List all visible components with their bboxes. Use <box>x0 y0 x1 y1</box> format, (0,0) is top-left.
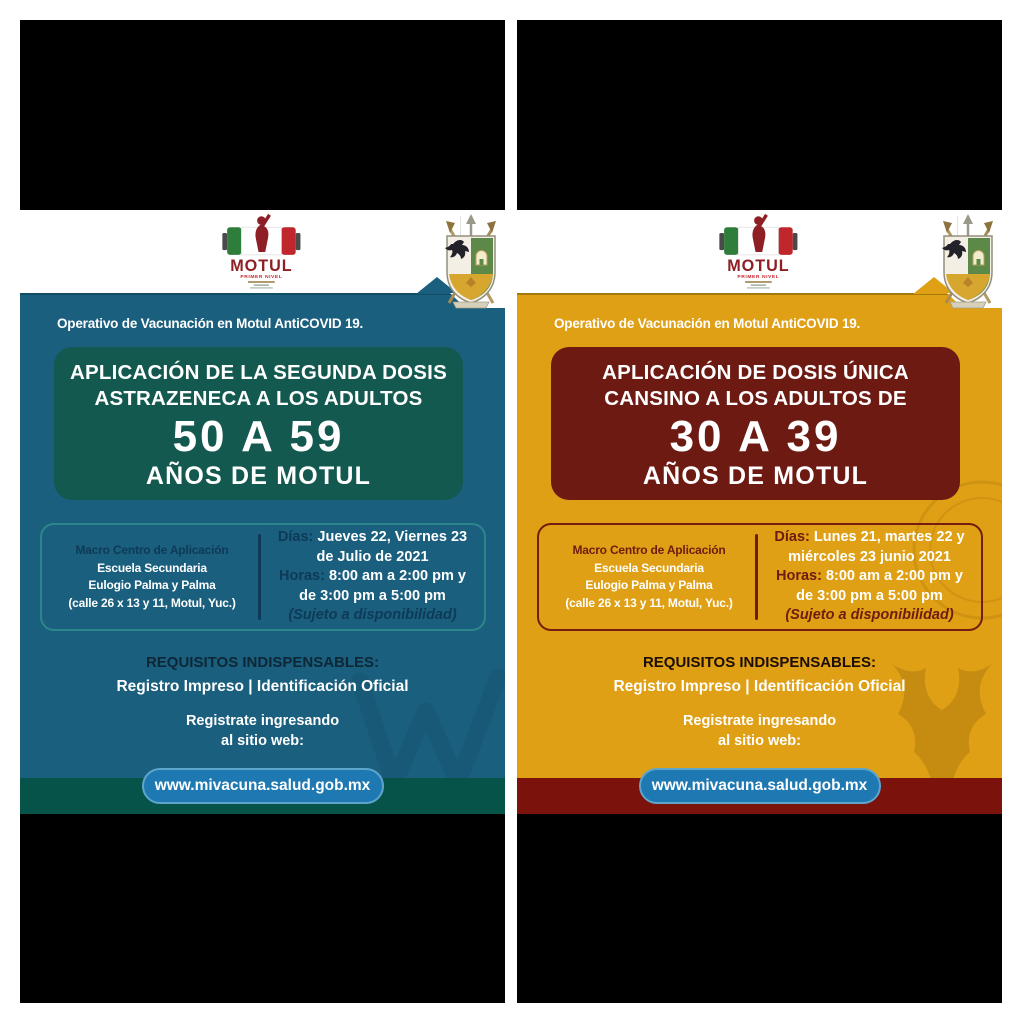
title-line-2: CANSINO A LOS ADULTOS DE <box>604 386 907 410</box>
logo-tagline: PRIMER NIVEL <box>736 275 779 281</box>
days-value-1: Lunes 21, martes 22 y <box>813 529 965 546</box>
days-value-2: miércoles 23 junio 2021 <box>788 548 951 565</box>
location-block <box>42 525 258 629</box>
hours-label: Horas: <box>279 568 325 585</box>
title-line-2: ASTRAZENECA A LOS ADULTOS <box>94 386 423 410</box>
age-suffix: AÑOS DE MOTUL <box>642 462 869 490</box>
schedule-info-box <box>40 523 486 631</box>
days-label: Días: <box>277 529 314 546</box>
location-line: Escuela Secundaria <box>594 560 704 575</box>
poster-astrazeneca-50-59 <box>20 20 505 1003</box>
schedule-block <box>758 525 981 629</box>
logo-wordmark: MOTUL <box>726 257 790 276</box>
website-url: www.mivacuna.salud.gob.mx <box>154 777 371 794</box>
hours-value-1: 8:00 am a 2:00 pm y <box>825 568 963 585</box>
motul-city-logo <box>718 212 798 292</box>
operativo-line: Operativo de Vacunación en Motul AntiCOVID 19. <box>554 316 861 331</box>
register-instructions: Registrate ingresando al sitio web: <box>185 713 340 749</box>
location-line: (calle 26 x 13 y 11, Motul, Yuc.) <box>565 595 733 610</box>
bottom-black-band <box>20 814 505 1003</box>
requirements-heading: REQUISITOS INDISPENSABLES: <box>145 654 380 671</box>
schedule-info-box <box>537 523 983 631</box>
coat-of-arms <box>933 213 1003 313</box>
operativo-line: Operativo de Vacunación en Motul AntiCOVID 19. <box>57 316 364 331</box>
requirements-line: Registro Impreso | Identificación Oficial <box>116 678 409 695</box>
days-value-2: de Julio de 2021 <box>316 548 429 565</box>
location-title: Macro Centro de Aplicación <box>75 543 229 557</box>
age-range: 30 A 39 <box>669 412 842 461</box>
coat-of-arms <box>436 213 506 313</box>
hours-value-1: 8:00 am a 2:00 pm y <box>328 568 466 585</box>
bottom-black-band <box>517 814 1002 1003</box>
location-line: Escuela Secundaria <box>97 560 207 575</box>
title-box <box>54 347 463 500</box>
age-range: 50 A 59 <box>172 412 345 461</box>
location-line: Eulogio Palma y Palma <box>88 578 216 592</box>
logo-tagline: PRIMER NIVEL <box>239 275 282 281</box>
title-box <box>551 347 960 500</box>
location-line: Eulogio Palma y Palma <box>585 578 713 592</box>
age-suffix: AÑOS DE MOTUL <box>145 462 372 490</box>
hours-label: Horas: <box>776 568 822 585</box>
register-instructions: Registrate ingresando al sitio web: <box>682 713 837 749</box>
requirements-heading: REQUISITOS INDISPENSABLES: <box>642 654 877 671</box>
top-black-band <box>517 20 1002 210</box>
requirements-line: Registro Impreso | Identificación Oficial <box>613 678 906 695</box>
location-line: (calle 26 x 13 y 11, Motul, Yuc.) <box>68 595 236 610</box>
schedule-block <box>261 525 484 629</box>
hours-value-2: de 3:00 pm a 5:00 pm <box>796 587 943 604</box>
location-block <box>539 525 755 629</box>
availability-note: (Sujeto a disponibilidad) <box>785 607 954 624</box>
poster-cansino-30-39 <box>517 20 1002 1003</box>
hours-value-2: de 3:00 pm a 5:00 pm <box>299 587 446 604</box>
logo-wordmark: MOTUL <box>229 257 293 276</box>
website-pill <box>142 768 384 804</box>
motul-city-logo <box>221 212 301 292</box>
title-line-1: APLICACIÓN DE DOSIS ÚNICA <box>602 361 909 384</box>
location-title: Macro Centro de Aplicación <box>572 543 726 557</box>
availability-note: (Sujeto a disponibilidad) <box>288 607 457 624</box>
days-value-1: Jueves 22, Viernes 23 <box>317 529 468 546</box>
website-pill <box>639 768 881 804</box>
days-label: Días: <box>774 529 810 546</box>
title-line-1: APLICACIÓN DE LA SEGUNDA DOSIS <box>70 361 447 384</box>
website-url: www.mivacuna.salud.gob.mx <box>651 777 868 794</box>
top-black-band <box>20 20 505 210</box>
